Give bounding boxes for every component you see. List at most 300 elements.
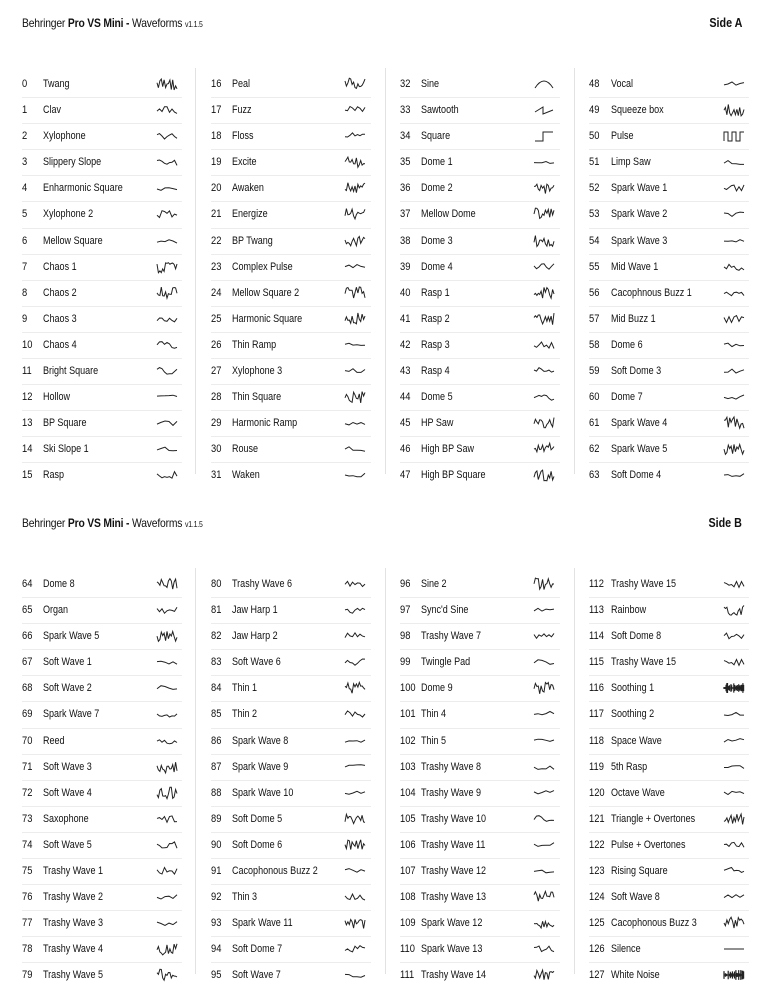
waveform-name: Waken bbox=[232, 469, 260, 482]
thin-2-icon bbox=[344, 706, 366, 722]
waveform-row bbox=[22, 650, 182, 676]
waveform-number: 15 bbox=[22, 469, 33, 482]
waveform-row bbox=[211, 702, 371, 728]
soothing-1-icon bbox=[723, 680, 745, 696]
waveform-name: Harmonic Ramp bbox=[232, 417, 298, 430]
waveform-name: Limp Saw bbox=[611, 156, 651, 169]
waveform-name: Trashy Wave 10 bbox=[421, 812, 487, 825]
waveform-number: 16 bbox=[211, 78, 222, 90]
waveform-number: 60 bbox=[589, 391, 600, 404]
waveform-row bbox=[211, 729, 371, 755]
waveform-number: 75 bbox=[22, 865, 33, 878]
waveform-row bbox=[211, 307, 371, 333]
jaw-harp-2-icon bbox=[344, 628, 366, 644]
waveform-row bbox=[400, 755, 560, 781]
column-divider bbox=[385, 568, 386, 974]
waveform-number: 59 bbox=[589, 365, 600, 378]
waveform-name: Reed bbox=[43, 734, 65, 747]
waveform-row bbox=[400, 702, 560, 728]
thin-5-icon bbox=[533, 733, 555, 749]
waveform-name: Awaken bbox=[232, 182, 264, 195]
waveform-row bbox=[211, 807, 371, 833]
waveform-number: 2 bbox=[22, 130, 28, 143]
waveform-row bbox=[22, 807, 182, 833]
waveform-number: 58 bbox=[589, 338, 600, 351]
waveform-number: 24 bbox=[211, 286, 222, 299]
thin-ramp-icon bbox=[344, 337, 366, 353]
thin-square-icon bbox=[344, 389, 366, 405]
bp-square-icon bbox=[156, 415, 178, 431]
waveform-row bbox=[589, 911, 749, 937]
waveform-row bbox=[400, 729, 560, 755]
waveform-number: 56 bbox=[589, 286, 600, 299]
header-version: v1.1.5 bbox=[184, 20, 203, 29]
waveform-name: Dome 7 bbox=[611, 391, 643, 404]
waveform-name: Soft Wave 3 bbox=[43, 760, 92, 773]
soft-wave-3-icon bbox=[156, 759, 178, 775]
xylophone-3-icon bbox=[344, 363, 366, 379]
waveform-number: 0 bbox=[22, 78, 28, 90]
waveform-name: Soothing 2 bbox=[611, 708, 655, 721]
waveform-row bbox=[22, 411, 182, 437]
bp-twang-icon bbox=[344, 233, 366, 249]
waveform-name: 5th Rasp bbox=[611, 760, 648, 773]
waveform-row bbox=[589, 729, 749, 755]
side-label: Side B bbox=[708, 516, 742, 530]
waveform-row bbox=[22, 72, 182, 98]
waveform-name: Spark Wave 5 bbox=[611, 443, 668, 456]
waveform-number: 32 bbox=[400, 78, 411, 90]
waveform-row bbox=[211, 676, 371, 702]
waveform-name: Spark Wave 11 bbox=[232, 917, 293, 930]
waveform-row bbox=[589, 72, 749, 98]
waveform-row bbox=[400, 676, 560, 702]
waveform-name: Cacophnous Buzz 1 bbox=[611, 286, 692, 299]
waveform-number: 21 bbox=[211, 208, 222, 221]
dome-1-icon bbox=[533, 154, 555, 170]
header-title: Waveforms bbox=[132, 516, 183, 530]
octave-wave-icon bbox=[723, 785, 745, 801]
trashy-wave-2-icon bbox=[156, 889, 178, 905]
pulse-overtones-icon bbox=[723, 837, 745, 853]
waveform-name: HP Saw bbox=[421, 417, 454, 430]
waveform-number: 80 bbox=[211, 578, 222, 590]
waveform-name: Organ bbox=[43, 604, 69, 617]
waveform-number: 94 bbox=[211, 943, 222, 956]
waveform-name: Trashy Wave 4 bbox=[43, 943, 103, 956]
waveform-row bbox=[589, 333, 749, 359]
waveform-row bbox=[589, 572, 749, 598]
waveform-number: 123 bbox=[589, 865, 605, 878]
waveform-number: 122 bbox=[589, 838, 605, 851]
waveform-name: Jaw Harp 1 bbox=[232, 604, 278, 617]
waveform-row bbox=[22, 729, 182, 755]
waveform-number: 9 bbox=[22, 312, 28, 325]
waveform-name: Mid Buzz 1 bbox=[611, 312, 656, 325]
waveform-row bbox=[589, 281, 749, 307]
waveform-number: 19 bbox=[211, 156, 222, 169]
waveform-name: Thin 2 bbox=[232, 708, 258, 721]
waveform-name: Trashy Wave 5 bbox=[43, 969, 103, 982]
trashy-wave-1-icon bbox=[156, 863, 178, 879]
waveform-number: 102 bbox=[400, 734, 416, 747]
dome-4-icon bbox=[533, 259, 555, 275]
waveform-row bbox=[211, 72, 371, 98]
waveform-row bbox=[22, 150, 182, 176]
waveform-name: Soft Wave 2 bbox=[43, 682, 92, 695]
spark-wave-1-icon bbox=[723, 180, 745, 196]
waveform-name: Thin 1 bbox=[232, 682, 258, 695]
waveform-name: Trashy Wave 13 bbox=[421, 891, 487, 904]
waveform-number: 126 bbox=[589, 943, 605, 956]
header-product: Pro VS Mini bbox=[67, 16, 124, 30]
waveform-number: 50 bbox=[589, 130, 600, 143]
trashy-wave-5-icon bbox=[156, 967, 178, 983]
rasp-3-icon bbox=[533, 337, 555, 353]
rasp-1-icon bbox=[533, 285, 555, 301]
column-divider bbox=[574, 568, 575, 974]
sawtooth-icon bbox=[533, 102, 555, 118]
waveform-number: 53 bbox=[589, 208, 600, 221]
waveform-row bbox=[589, 781, 749, 807]
waveform-number: 116 bbox=[589, 682, 604, 695]
trashy-wave-11-icon bbox=[533, 837, 555, 853]
waveform-number: 71 bbox=[22, 760, 33, 773]
waveform-name: Octave Wave bbox=[611, 786, 665, 799]
waveform-name: Spark Wave 2 bbox=[611, 208, 668, 221]
waveform-name: Bright Square bbox=[43, 365, 99, 378]
waveform-name: Trashy Wave 12 bbox=[421, 865, 487, 878]
xylophone-icon bbox=[156, 128, 178, 144]
waveform-row bbox=[211, 255, 371, 281]
twingle-pad-icon bbox=[533, 654, 555, 670]
soft-dome-7-icon bbox=[344, 941, 366, 957]
waveform-name: Mellow Dome bbox=[421, 208, 476, 221]
waveform-row bbox=[400, 807, 560, 833]
rasp-icon bbox=[156, 467, 178, 483]
chaos-3-icon bbox=[156, 311, 178, 327]
waveform-number: 1 bbox=[22, 104, 28, 117]
waveform-name: Complex Pulse bbox=[232, 260, 293, 273]
sine-2-icon bbox=[533, 576, 555, 592]
waveform-row bbox=[22, 781, 182, 807]
trashy-wave-4-icon bbox=[156, 941, 178, 957]
dome-8-icon bbox=[156, 576, 178, 592]
waveform-row bbox=[400, 281, 560, 307]
waveform-number: 99 bbox=[400, 656, 411, 669]
waveform-row bbox=[589, 98, 749, 124]
spark-wave-7-icon bbox=[156, 706, 178, 722]
waveform-name: Xylophone 3 bbox=[232, 365, 283, 378]
waveform-number: 6 bbox=[22, 234, 28, 247]
waveform-number: 10 bbox=[22, 338, 33, 351]
chaos-2-icon bbox=[156, 285, 178, 301]
waveform-row bbox=[211, 885, 371, 911]
peal-icon bbox=[344, 76, 366, 92]
waveform-row bbox=[211, 150, 371, 176]
waveform-name: Squeeze box bbox=[611, 104, 664, 117]
waveform-name: Pulse bbox=[611, 130, 634, 143]
waveform-name: Xylophone bbox=[43, 130, 86, 143]
waveform-number: 78 bbox=[22, 943, 33, 956]
waveform-name: Jaw Harp 2 bbox=[232, 630, 278, 643]
limp-saw-icon bbox=[723, 154, 745, 170]
waveform-number: 86 bbox=[211, 734, 222, 747]
waveform-row bbox=[22, 937, 182, 963]
waveform-row bbox=[400, 72, 560, 98]
waveform-row bbox=[400, 150, 560, 176]
waveform-number: 127 bbox=[589, 969, 605, 982]
waveform-row bbox=[22, 963, 182, 988]
spark-wave-2-icon bbox=[723, 206, 745, 222]
hollow-icon bbox=[156, 389, 178, 405]
waveform-row bbox=[211, 385, 371, 411]
waveform-number: 14 bbox=[22, 443, 33, 456]
waveform-number: 66 bbox=[22, 630, 33, 643]
waveform-row bbox=[22, 359, 182, 385]
waveform-row bbox=[211, 98, 371, 124]
waveform-name: Rouse bbox=[232, 443, 259, 456]
waveform-name: Sawtooth bbox=[421, 104, 459, 117]
waveform-name: Thin Ramp bbox=[232, 338, 277, 351]
waveform-number: 110 bbox=[400, 943, 415, 956]
waveform-number: 64 bbox=[22, 578, 33, 590]
waveform-number: 42 bbox=[400, 338, 411, 351]
waveform-name: Chaos 2 bbox=[43, 286, 77, 299]
bright-square-icon bbox=[156, 363, 178, 379]
waveform-name: Rainbow bbox=[611, 604, 647, 617]
waveform-number: 91 bbox=[211, 865, 222, 878]
energize-icon bbox=[344, 206, 366, 222]
waveform-name: Rasp 1 bbox=[421, 286, 450, 299]
waveform-name: Soft Dome 8 bbox=[611, 630, 662, 643]
waveform-name: Rising Square bbox=[611, 865, 668, 878]
waveform-number: 112 bbox=[589, 578, 604, 590]
waveform-row bbox=[400, 229, 560, 255]
mid-wave-1-icon bbox=[723, 259, 745, 275]
waveform-row bbox=[400, 307, 560, 333]
waveform-number: 119 bbox=[589, 760, 604, 773]
waveform-number: 84 bbox=[211, 682, 222, 695]
waveform-name: BP Twang bbox=[232, 234, 273, 247]
waveform-row bbox=[589, 807, 749, 833]
waveform-row bbox=[22, 281, 182, 307]
waveform-name: High BP Saw bbox=[421, 443, 474, 456]
waveform-row bbox=[400, 359, 560, 385]
dome-6-icon bbox=[723, 337, 745, 353]
waveform-row bbox=[211, 359, 371, 385]
waveform-name: Xylophone 2 bbox=[43, 208, 94, 221]
waveform-name: Pulse + Overtones bbox=[611, 838, 686, 851]
fuzz-icon bbox=[344, 102, 366, 118]
waveform-number: 13 bbox=[22, 417, 33, 430]
waveform-name: Soft Wave 5 bbox=[43, 838, 92, 851]
waveform-number: 26 bbox=[211, 338, 222, 351]
pulse-icon bbox=[723, 128, 745, 144]
soft-wave-4-icon bbox=[156, 785, 178, 801]
waveform-name: Spark Wave 9 bbox=[232, 760, 289, 773]
chaos-1-icon bbox=[156, 259, 178, 275]
header-title: Waveforms bbox=[132, 16, 183, 30]
waveform-name: Soothing 1 bbox=[611, 682, 655, 695]
high-bp-square-icon bbox=[533, 467, 555, 483]
waveform-name: Trashy Wave 2 bbox=[43, 891, 103, 904]
waveform-number: 11 bbox=[22, 365, 32, 378]
waveform-name: Soft Wave 4 bbox=[43, 786, 92, 799]
waveform-name: Soft Wave 7 bbox=[232, 969, 281, 982]
mellow-dome-icon bbox=[533, 206, 555, 222]
waveform-row bbox=[400, 411, 560, 437]
soft-wave-6-icon bbox=[344, 654, 366, 670]
soft-dome-3-icon bbox=[723, 363, 745, 379]
waveform-name: Spark Wave 1 bbox=[611, 182, 668, 195]
waveform-row bbox=[589, 150, 749, 176]
cacophonous-buzz-2-icon bbox=[344, 863, 366, 879]
waveform-row bbox=[400, 572, 560, 598]
waveform-name: Thin 4 bbox=[421, 708, 447, 721]
waveform-row bbox=[400, 781, 560, 807]
waveform-row bbox=[400, 255, 560, 281]
waveform-row bbox=[400, 833, 560, 859]
waveform-number: 35 bbox=[400, 156, 411, 169]
waveform-number: 48 bbox=[589, 78, 600, 90]
waveform-row bbox=[211, 411, 371, 437]
waveform-number: 100 bbox=[400, 682, 416, 695]
waveform-number: 90 bbox=[211, 838, 222, 851]
waveform-row bbox=[22, 98, 182, 124]
waveform-name: Soft Dome 3 bbox=[611, 365, 662, 378]
white-noise-icon bbox=[723, 967, 745, 983]
waveform-number: 4 bbox=[22, 182, 28, 195]
waveform-number: 47 bbox=[400, 469, 411, 482]
spark-wave-11-icon bbox=[344, 915, 366, 931]
waveform-name: Silence bbox=[611, 943, 641, 956]
waveform-number: 95 bbox=[211, 969, 222, 982]
waveform-row bbox=[211, 463, 371, 488]
waveform-number: 125 bbox=[589, 917, 605, 930]
waveform-number: 121 bbox=[589, 812, 605, 825]
waveform-number: 65 bbox=[22, 604, 33, 617]
waveform-row bbox=[22, 463, 182, 488]
waveform-number: 37 bbox=[400, 208, 411, 221]
waveform-row bbox=[589, 437, 749, 463]
waveform-name: Thin Square bbox=[232, 391, 282, 404]
spark-wave-10-icon bbox=[344, 785, 366, 801]
waveform-row bbox=[400, 885, 560, 911]
waveform-name: Spark Wave 8 bbox=[232, 734, 289, 747]
waveform-row bbox=[400, 911, 560, 937]
waveform-number: 109 bbox=[400, 917, 416, 930]
waveform-number: 89 bbox=[211, 812, 222, 825]
waveform-name: Soft Wave 8 bbox=[611, 891, 660, 904]
waveform-number: 98 bbox=[400, 630, 411, 643]
harmonic-ramp-icon bbox=[344, 415, 366, 431]
waveform-row bbox=[211, 650, 371, 676]
awaken-icon bbox=[344, 180, 366, 196]
waveform-row bbox=[589, 463, 749, 488]
waveform-column bbox=[589, 572, 749, 989]
waveform-number: 69 bbox=[22, 708, 33, 721]
waveform-number: 12 bbox=[22, 391, 33, 404]
sine-icon bbox=[533, 76, 555, 92]
waveform-number: 46 bbox=[400, 443, 411, 456]
waveform-name: Triangle + Overtones bbox=[611, 812, 696, 825]
waveform-name: High BP Square bbox=[421, 469, 486, 482]
waveform-row bbox=[22, 885, 182, 911]
thin-4-icon bbox=[533, 706, 555, 722]
soft-dome-4-icon bbox=[723, 467, 745, 483]
waveform-number: 17 bbox=[211, 104, 222, 117]
waveform-number: 82 bbox=[211, 630, 222, 643]
waveform-number: 28 bbox=[211, 391, 222, 404]
waveform-number: 49 bbox=[589, 104, 600, 117]
waveform-number: 23 bbox=[211, 260, 222, 273]
spark-wave-5-icon bbox=[156, 628, 178, 644]
rasp-4-icon bbox=[533, 363, 555, 379]
waveform-row bbox=[400, 176, 560, 202]
waveform-name: Excite bbox=[232, 156, 257, 169]
waveform-number: 103 bbox=[400, 760, 416, 773]
waveform-number: 76 bbox=[22, 891, 33, 904]
waveform-row bbox=[589, 359, 749, 385]
waveform-row bbox=[589, 963, 749, 988]
soft-wave-1-icon bbox=[156, 654, 178, 670]
waveform-row bbox=[22, 307, 182, 333]
waveform-row bbox=[211, 755, 371, 781]
waveform-row bbox=[589, 676, 749, 702]
waveform-row bbox=[589, 598, 749, 624]
waveform-row bbox=[22, 859, 182, 885]
waveform-number: 67 bbox=[22, 656, 33, 669]
waveform-name: Rasp 3 bbox=[421, 338, 450, 351]
soft-dome-8-icon bbox=[723, 628, 745, 644]
dome-5-icon bbox=[533, 389, 555, 405]
syncd-sine-icon bbox=[533, 602, 555, 618]
waveform-name: Dome 5 bbox=[421, 391, 453, 404]
waveform-number: 38 bbox=[400, 234, 411, 247]
waveform-name: Twang bbox=[43, 78, 70, 90]
waveform-number: 43 bbox=[400, 365, 411, 378]
waveform-row bbox=[400, 937, 560, 963]
trashy-wave-15-icon bbox=[723, 576, 745, 592]
waveform-number: 52 bbox=[589, 182, 600, 195]
column-divider bbox=[574, 68, 575, 474]
trashy-wave-13-icon bbox=[533, 889, 555, 905]
waveform-name: Trashy Wave 6 bbox=[232, 578, 292, 590]
waveform-number: 44 bbox=[400, 391, 411, 404]
waveform-row bbox=[211, 281, 371, 307]
waveform-row bbox=[211, 124, 371, 150]
waveform-number: 63 bbox=[589, 469, 600, 482]
soft-wave-5-icon bbox=[156, 837, 178, 853]
waveform-name: Mellow Square bbox=[43, 234, 103, 247]
waveform-number: 54 bbox=[589, 234, 600, 247]
waveform-number: 20 bbox=[211, 182, 222, 195]
waveform-name: Space Wave bbox=[611, 734, 662, 747]
waveform-name: Chaos 3 bbox=[43, 312, 77, 325]
slippery-slope-icon bbox=[156, 154, 178, 170]
trashy-wave-6-icon bbox=[344, 576, 366, 592]
waveform-row bbox=[211, 624, 371, 650]
hp-saw-icon bbox=[533, 415, 555, 431]
waveform-number: 118 bbox=[589, 734, 604, 747]
waveform-name: BP Square bbox=[43, 417, 87, 430]
waveform-column bbox=[211, 572, 371, 989]
waveform-number: 33 bbox=[400, 104, 411, 117]
waveform-number: 77 bbox=[22, 917, 33, 930]
waveform-row bbox=[400, 624, 560, 650]
waveform-column bbox=[589, 72, 749, 489]
